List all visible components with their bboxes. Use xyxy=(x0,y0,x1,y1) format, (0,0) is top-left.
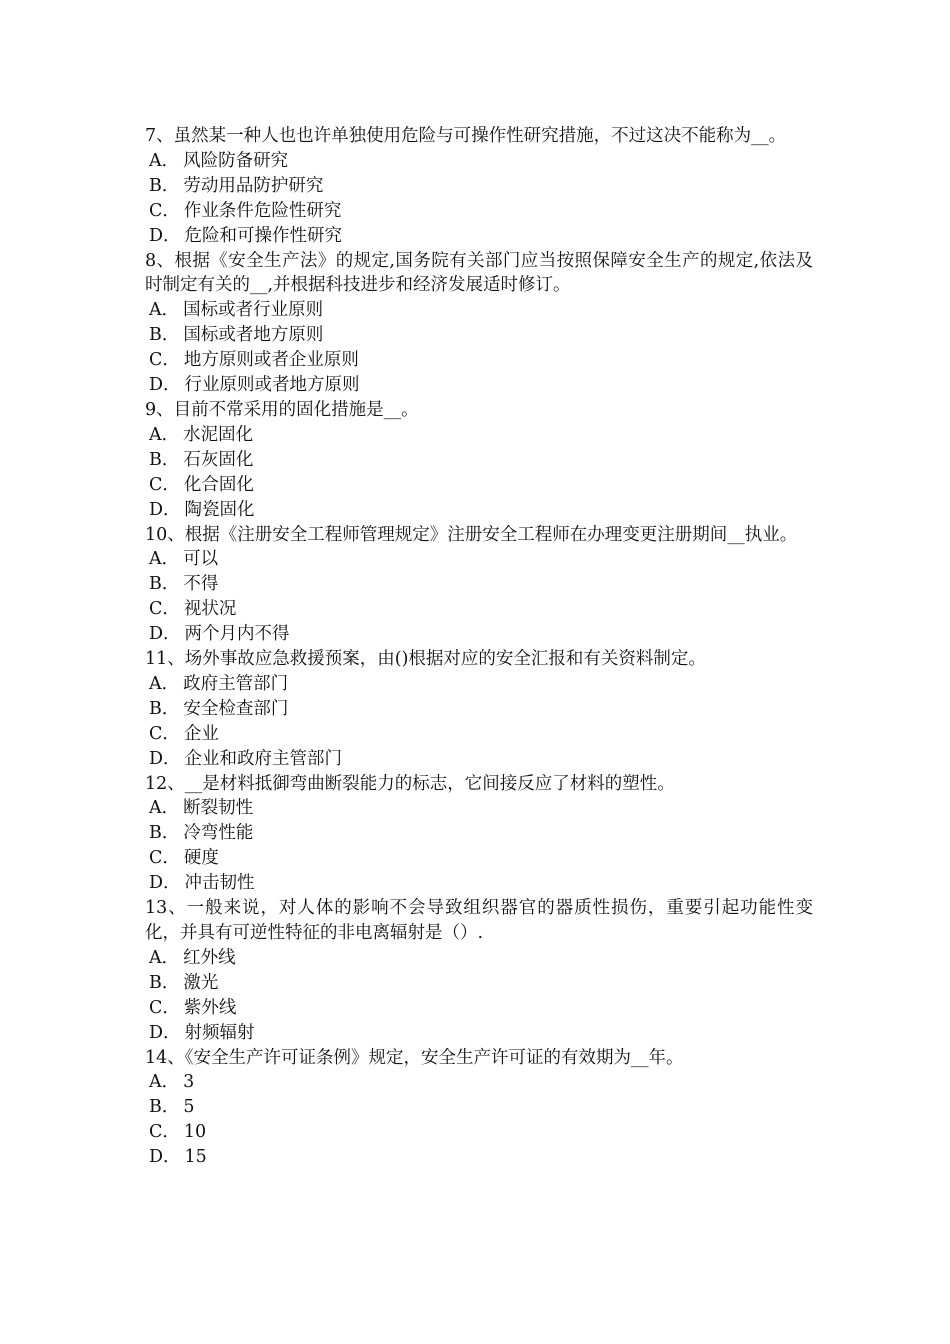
option-letter: A． xyxy=(149,300,180,321)
option-text: 视状况 xyxy=(183,599,237,620)
option-letter: C． xyxy=(149,1122,180,1143)
option-text: 两个月内不得 xyxy=(184,624,290,645)
answer-option xyxy=(145,149,813,174)
option-letter: C． xyxy=(149,997,180,1018)
question-text: 11、场外事故应急救援预案，由()根据对应的安全汇报和有关资料制定。 xyxy=(145,649,706,670)
answer-option xyxy=(145,597,813,622)
answer-option xyxy=(145,547,813,572)
answer-option xyxy=(145,1095,813,1120)
option-letter: B． xyxy=(149,823,180,844)
question-block xyxy=(145,1046,813,1171)
question-text: 7、虽然某一种人也也许单独使用危险与可操作性研究措施，不过这决不能称为__。 xyxy=(145,126,787,146)
option-text: 企业 xyxy=(183,723,219,744)
option-letter: D． xyxy=(149,748,181,769)
option-text: 行业原则或者地方原则 xyxy=(184,375,360,396)
answer-option xyxy=(145,871,813,896)
option-letter: B． xyxy=(149,1097,180,1118)
option-text: 红外线 xyxy=(183,947,236,968)
answer-option xyxy=(145,996,813,1021)
option-letter: B． xyxy=(149,325,180,346)
question-text: 10、根据《注册安全工程师管理规定》注册安全工程师在办理变更注册期间__执业。 xyxy=(145,524,798,545)
answer-option xyxy=(145,224,813,249)
option-letter: D． xyxy=(149,375,181,396)
answer-option xyxy=(145,846,813,871)
answer-option xyxy=(145,672,813,697)
option-letter: A． xyxy=(149,150,180,171)
answer-option xyxy=(145,1145,813,1170)
answer-option xyxy=(145,473,813,498)
answer-option xyxy=(145,722,813,747)
option-letter: B． xyxy=(149,698,180,719)
question-text: 9、目前不常采用的固化措施是__。 xyxy=(145,399,419,420)
option-letter: B． xyxy=(149,972,180,993)
option-letter: C． xyxy=(149,350,180,371)
option-text: 国标或者地方原则 xyxy=(183,325,324,346)
question-block xyxy=(145,523,813,648)
answer-option xyxy=(145,572,813,597)
answer-option xyxy=(145,498,813,523)
answer-option xyxy=(145,796,813,821)
answer-option xyxy=(145,821,813,846)
answer-option xyxy=(145,448,813,473)
option-text: 硬度 xyxy=(183,848,219,869)
option-text: 作业条件危险性研究 xyxy=(183,200,342,221)
option-letter: C． xyxy=(149,723,180,744)
option-letter: B． xyxy=(149,175,180,196)
option-text: 危险和可操作性研究 xyxy=(184,225,343,246)
answer-option xyxy=(145,348,813,373)
option-letter: D． xyxy=(149,225,181,246)
answer-option xyxy=(145,697,813,722)
answer-option xyxy=(145,199,813,224)
option-text: 3 xyxy=(183,1072,195,1093)
option-letter: B． xyxy=(149,574,180,595)
answer-option xyxy=(145,1070,813,1095)
option-text: 断裂韧性 xyxy=(183,798,254,819)
option-letter: C． xyxy=(149,848,180,869)
answer-option xyxy=(145,323,813,348)
option-text: 安全检查部门 xyxy=(183,698,289,719)
option-letter: C． xyxy=(149,474,180,495)
option-text: 国标或者行业原则 xyxy=(183,300,324,321)
option-letter: A． xyxy=(149,549,180,570)
option-text: 石灰固化 xyxy=(183,449,254,470)
question-block xyxy=(145,772,813,897)
question-block xyxy=(145,124,813,249)
option-letter: D． xyxy=(149,624,181,645)
option-text: 紫外线 xyxy=(183,997,237,1018)
answer-option xyxy=(145,298,813,323)
answer-option xyxy=(145,1120,813,1145)
option-text: 不得 xyxy=(183,574,219,595)
question-text: 14、《安全生产许可证条例》规定，安全生产许可证的有效期为__年。 xyxy=(145,1047,684,1068)
answer-option xyxy=(145,373,813,398)
answer-option xyxy=(145,971,813,996)
option-text: 10 xyxy=(183,1122,207,1143)
answer-option xyxy=(145,747,813,772)
document-page xyxy=(145,124,813,1170)
option-letter: A． xyxy=(149,798,180,819)
answer-option xyxy=(145,622,813,647)
answer-option xyxy=(145,174,813,199)
question-block xyxy=(145,249,813,398)
option-letter: C． xyxy=(149,200,180,221)
answer-option xyxy=(145,423,813,448)
option-text: 激光 xyxy=(183,972,219,993)
option-text: 化合固化 xyxy=(183,474,254,495)
option-text: 企业和政府主管部门 xyxy=(184,748,343,769)
option-text: 冲击韧性 xyxy=(184,873,255,894)
question-block xyxy=(145,647,813,772)
question-block xyxy=(145,398,813,523)
option-text: 5 xyxy=(183,1097,195,1118)
option-letter: A． xyxy=(149,947,180,968)
option-letter: D． xyxy=(149,499,181,520)
option-letter: D． xyxy=(149,1147,181,1168)
option-letter: D． xyxy=(149,1022,181,1043)
option-text: 政府主管部门 xyxy=(183,673,289,694)
option-text: 可以 xyxy=(183,549,219,570)
answer-option xyxy=(145,946,813,971)
option-text: 陶瓷固化 xyxy=(184,499,255,520)
option-text: 地方原则或者企业原则 xyxy=(183,350,359,371)
option-letter: A． xyxy=(149,424,180,445)
question-text: 13、一般来说，对人体的影响不会导致组织器官的器质性损伤，重要引起功能性变化，并具有可逆性特征的非电离辐射是（）. xyxy=(145,898,813,943)
option-text: 水泥固化 xyxy=(183,424,254,445)
option-letter: A． xyxy=(149,673,180,694)
option-letter: A． xyxy=(149,1072,180,1093)
question-text: 12、__是材料抵御弯曲断裂能力的标志，它间接反应了材料的塑性。 xyxy=(145,773,675,794)
option-letter: D． xyxy=(149,873,181,894)
answer-option xyxy=(145,1021,813,1046)
question-text: 8、根据《安全生产法》的规定,国务院有关部门应当按照保障安全生产的规定,依法及时制定有关的__,并根据科技进步和经济发展适时修订。 xyxy=(145,250,813,296)
option-text: 风险防备研究 xyxy=(183,150,289,171)
option-letter: B． xyxy=(149,449,180,470)
option-text: 15 xyxy=(184,1147,207,1168)
option-letter: C． xyxy=(149,599,180,620)
option-text: 射频辐射 xyxy=(184,1022,255,1043)
option-text: 劳动用品防护研究 xyxy=(183,175,324,196)
option-text: 冷弯性能 xyxy=(183,823,254,844)
question-block xyxy=(145,896,813,1045)
